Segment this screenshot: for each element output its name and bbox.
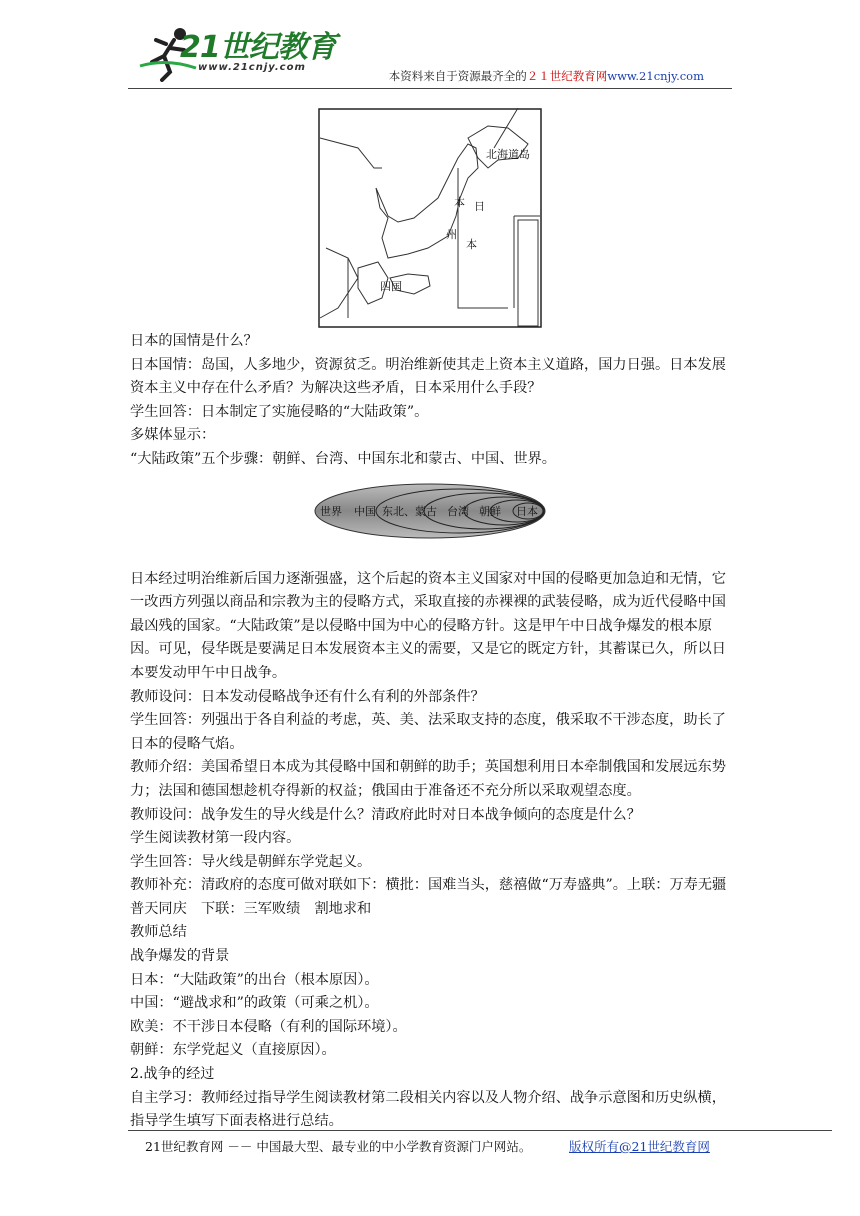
map-label-zhou: 州: [446, 229, 457, 241]
paragraph: 教师补充：清政府的态度可做对联如下：横批：国难当头，慈禧做“万寿盛典”。上联：万寿无疆 普天同庆 下联：三军败绩 割地求和: [130, 877, 741, 917]
tagline-url[interactable]: www.21cnjy.com: [607, 69, 704, 83]
paragraph: 教师介绍：美国希望日本成为其侵略中国和朝鲜的助手；英国想利用日本牵制俄国和发展远东势力；法国和德国想趁机夺得新的权益；俄国由于准备还不充分所以采取观望态度。: [130, 759, 726, 799]
footer-text: 21世纪教育网 －－ 中国最大型、最专业的中小学教育资源门户网站。: [145, 1139, 532, 1154]
paragraph: 日本国情：岛国，人多地少，资源贫乏。明治维新使其走上资本主义道路，国力日强。日本发展资本主义中存在什么矛盾？为解决这些矛盾，日本采用什么手段？: [130, 356, 726, 397]
logo-url: www.21cnjy.com: [198, 62, 306, 73]
logo-text: 21世纪教育: [180, 30, 336, 65]
footer-divider: [128, 1130, 832, 1131]
diagram-label-china: 中国: [354, 506, 376, 518]
footer-copyright-link[interactable]: 版权所有@21世纪教育网: [569, 1139, 710, 1154]
paragraph: 日本：“大陆政策”的出台（根本原因）。: [130, 971, 379, 988]
header-divider: [128, 88, 732, 89]
paragraph: 欧美：不干涉日本侵略（有利的国际环境）。: [130, 1018, 407, 1035]
japan-map-figure: [318, 108, 542, 328]
paragraph: 自主学习：教师经过指导学生阅读教材第二段相关内容以及人物介绍、战争示意图和历史纵横，指导学生填写下面表格进行总结。: [130, 1089, 726, 1130]
paragraph: 日本的国情是什么？: [130, 333, 258, 349]
paragraph: 多媒体显示：: [130, 427, 216, 444]
paragraph: 战争爆发的背景: [130, 948, 230, 965]
paragraph: 学生回答：日本制定了实施侵略的“大陆政策”。: [130, 403, 429, 420]
continental-policy-diagram: [314, 483, 546, 539]
paragraph: 教师总结: [130, 924, 187, 941]
tagline-site[interactable]: ２１世纪教育网: [526, 69, 608, 83]
map-label-ben: 本: [454, 197, 465, 209]
diagram-label-world: 世界: [320, 506, 342, 518]
map-label-hokkaido: 北海道岛: [486, 149, 530, 161]
tagline-prefix: 本资料来自于资源最齐全的: [388, 69, 527, 83]
paragraph: “大陆政策”五个步骤：朝鲜、台湾、中国东北和蒙古、中国、世界。: [130, 450, 556, 467]
diagram-label-japan: 日本: [516, 506, 538, 518]
document-body: [130, 330, 741, 1134]
diagram-label-korea: 朝鲜: [479, 506, 501, 518]
page-footer: [145, 1137, 745, 1155]
paragraph: 朝鲜：东学党起义（直接原因）。: [130, 1042, 336, 1059]
map-label-shikoku: 四国: [380, 281, 402, 293]
map-label-ri: 日: [474, 201, 485, 213]
paragraph: 学生阅读教材第一段内容。: [130, 830, 301, 847]
paragraph: 中国：“避战求和”的政策（可乘之机）。: [130, 995, 379, 1012]
paragraph: 教师设问：日本发动侵略战争还有什么有利的外部条件？: [130, 688, 485, 705]
section-heading: 2.战争的经过: [130, 1066, 215, 1083]
paragraph: 学生回答：导火线是朝鲜东学党起义。: [130, 853, 372, 870]
diagram-label-northeast: 东北、蒙古: [382, 506, 437, 518]
paragraph: 学生回答：列强出于各自利益的考虑，英、美、法采取支持的态度，俄采取不干涉态度，助长了日本的侵略气焰。: [130, 712, 726, 752]
diagram-label-taiwan: 台湾: [447, 506, 469, 518]
paragraph: 教师设问：战争发生的导火线是什么？清政府此时对日本战争倾向的态度是什么？: [130, 806, 641, 823]
map-label-ben2: 本: [466, 239, 477, 251]
page-header: [128, 18, 732, 88]
paragraph: 日本经过明治维新后国力逐渐强盛，这个后起的资本主义国家对中国的侵略更加急迫和无情，它一改西方列强以商品和宗教为主的侵略方式，采取直接的赤裸裸的武装侵略，成为近代侵略中国最凶残的国家。“大陆政策”是以侵略中国为中心的侵略方针。这是甲午中日战争爆发的根本原因。可见，侵华既是要满足日本发展资本主义的需要，又是它的既定方针，其蓄谋已久，所以日本要发动甲午中日战争。: [130, 570, 726, 681]
header-tagline: [389, 68, 704, 84]
